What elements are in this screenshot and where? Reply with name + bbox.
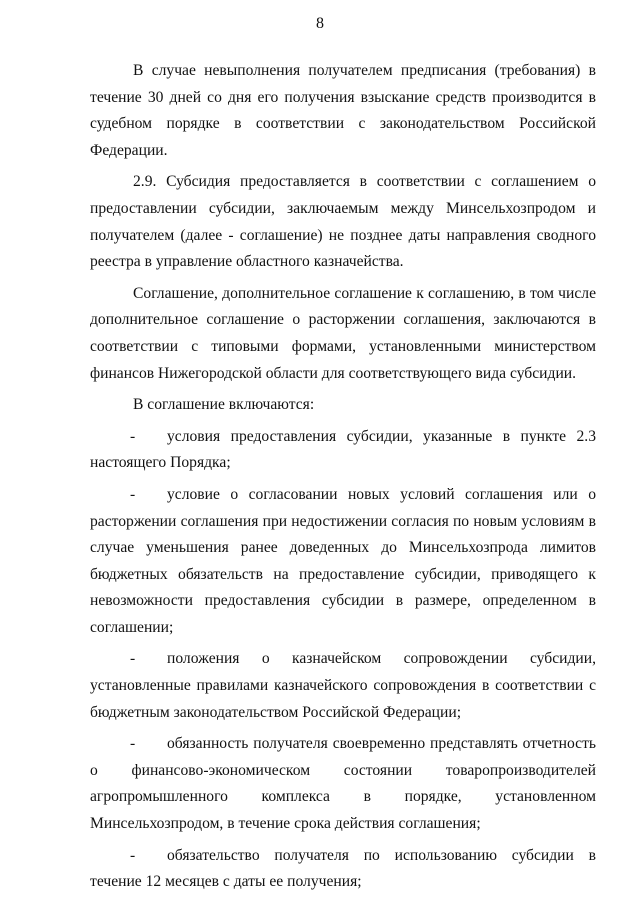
list-item-text: условия предоставления субсидии, указанные в пункте 2.3 настоящего Порядка;	[90, 427, 596, 472]
list-dash: -	[130, 735, 136, 753]
list-item	[90, 482, 596, 642]
document-body	[90, 58, 596, 901]
list-item-text: обязательство получателя по использованию субсидии в течение 12 месяцев с даты ее получения;	[90, 846, 596, 891]
list-item	[90, 424, 596, 477]
list-item	[90, 646, 596, 726]
list-item-text: обязанность получателя своевременно представлять отчетность о финансово-экономическом состоянии товаропроизводителей агропромышленного комплекса в порядке, установленном Минсельхозпродом, в течение срока действия соглашения;	[90, 735, 596, 833]
list-dash: -	[130, 650, 136, 668]
list-dash: -	[130, 846, 136, 864]
paragraph-court-recovery: В случае невыполнения получателем предписания (требования) в течение 30 дней со дня его получения взыскание средств производится в судебном порядке в соответствии с законодательством Российской Федерации.	[90, 62, 596, 159]
list-item-text: условие о согласовании новых условий соглашения или о расторжении соглашения при недостижении согласия по новым условиям в случае уменьшения ранее доведенных до Минсельхозпрода лимитов бюджетных обязательств на предоставление субсидии, приводящего к невозможности предоставления субсидии в размере, определенном в соглашении;	[90, 485, 596, 636]
list-dash: -	[130, 485, 136, 503]
list-item	[90, 731, 596, 837]
list-dash: -	[130, 427, 136, 445]
agreement-conditions-list	[90, 424, 596, 896]
page-number: 8	[316, 15, 324, 32]
list-item	[90, 843, 596, 896]
list-item-text: положения о казначейском сопровождении субсидии, установленные правилами казначейского сопровождения в соответствии с бюджетным законодательством Российской Федерации;	[90, 650, 596, 721]
paragraph-agreement-includes: В соглашение включаются:	[133, 396, 315, 414]
paragraph-subsidy-agreement: 2.9. Субсидия предоставляется в соответствии с соглашением о предоставлении субсидии, заключаемым между Минсельхозпродом и получателем (далее - соглашение) не позднее даты направления сводного реестра в управление областного казначейства.	[90, 173, 596, 271]
paragraph-agreement-forms: Соглашение, дополнительное соглашение к соглашению, в том числе дополнительное соглашение о расторжении соглашения, заключаются в соответствии с типовыми формами, установленными министерством финансов Нижегородской области для соответствующего вида субсидии.	[90, 284, 596, 382]
